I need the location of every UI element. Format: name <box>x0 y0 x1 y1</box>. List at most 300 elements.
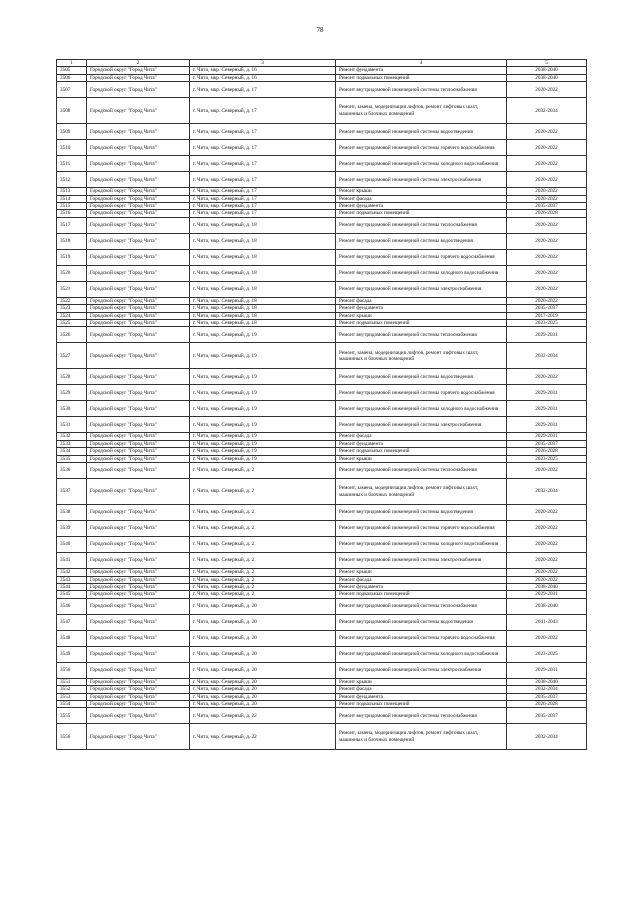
page-number: 78 <box>316 26 324 34</box>
address-cell: г. Чита, мкр. Северный, д. 19 <box>190 448 336 455</box>
municipality-cell: Городской округ "Город Чита" <box>87 479 190 505</box>
address-cell: г. Чита, мкр. Северный, д. 16 <box>190 74 336 81</box>
table-row <box>57 553 587 569</box>
work-type-cell: Ремонт внутридомовой инженерной системы теплоснабжения <box>336 708 507 724</box>
municipality-cell: Городской округ "Город Чита" <box>87 440 190 447</box>
period-cell: 2029-2031 <box>507 385 587 401</box>
row-number-cell: 3549 <box>57 646 87 662</box>
period-cell: 2029-2031 <box>507 662 587 678</box>
municipality-cell: Городской округ "Город Чита" <box>87 172 190 188</box>
period-cell: 2020-2022 <box>507 195 587 202</box>
period-cell: 2020-2022 <box>507 569 587 576</box>
period-cell: 2020-2022 <box>507 156 587 172</box>
table-row <box>57 583 587 590</box>
work-type-cell: Ремонт внутридомовой инженерной системы теплоснабжения <box>336 82 507 98</box>
municipality-cell: Городской округ "Город Чита" <box>87 401 190 417</box>
work-type-cell: Ремонт внутридомовой инженерной системы электроснабжения <box>336 281 507 297</box>
period-cell: 2020-2022 <box>507 82 587 98</box>
table-row <box>57 440 587 447</box>
address-cell: г. Чита, мкр. Северный, д. 20 <box>190 646 336 662</box>
address-cell: г. Чита, мкр. Северный, д. 2 <box>190 553 336 569</box>
row-number-cell: 3519 <box>57 249 87 265</box>
work-type-cell: Ремонт внутридомовой инженерной системы горячего водоснабжения <box>336 140 507 156</box>
municipality-cell: Городской округ "Город Чита" <box>87 210 190 217</box>
row-number-cell: 3538 <box>57 505 87 521</box>
table-row <box>57 74 587 81</box>
period-cell: 2023-2025 <box>507 455 587 462</box>
address-cell: г. Чита, мкр. Северный, д. 17 <box>190 140 336 156</box>
table-row <box>57 385 587 401</box>
municipality-cell: Городской округ "Город Чита" <box>87 700 190 707</box>
work-type-cell: Ремонт внутридомовой инженерной системы холодного водоснабжения <box>336 646 507 662</box>
work-type-cell: Ремонт, замена, модернизация лифтов, ремонт лифтовых шахт, машинных и блочных помещений <box>336 98 507 124</box>
work-type-cell: Ремонт крыши <box>336 455 507 462</box>
period-cell: 2020-2022 <box>507 172 587 188</box>
municipality-cell: Городской округ "Город Чита" <box>87 140 190 156</box>
work-type-cell: Ремонт внутридомовой инженерной системы электроснабжения <box>336 172 507 188</box>
address-cell: г. Чита, мкр. Северный, д. 18 <box>190 320 336 327</box>
address-cell: г. Чита, мкр. Северный, д. 22 <box>190 708 336 724</box>
table-body <box>57 67 587 750</box>
address-cell: г. Чита, мкр. Северный, д. 19 <box>190 401 336 417</box>
work-type-cell: Ремонт внутридомовой инженерной системы теплоснабжения <box>336 217 507 233</box>
row-number-cell: 3546 <box>57 598 87 614</box>
address-cell: г. Чита, мкр. Северный, д. 19 <box>190 369 336 385</box>
address-cell: г. Чита, мкр. Северный, д. 2 <box>190 583 336 590</box>
table-row <box>57 281 587 297</box>
address-cell: г. Чита, мкр. Северный, д. 2 <box>190 591 336 598</box>
municipality-cell: Городской округ "Город Чита" <box>87 312 190 319</box>
period-cell: 2020-2022 <box>507 553 587 569</box>
work-type-cell: Ремонт внутридомовой инженерной системы горячего водоснабжения <box>336 249 507 265</box>
municipality-cell: Городской округ "Город Чита" <box>87 678 190 685</box>
address-cell: г. Чита, мкр. Северный, д. 18 <box>190 281 336 297</box>
table-row <box>57 327 587 343</box>
municipality-cell: Городской округ "Город Чита" <box>87 646 190 662</box>
row-number-cell: 3524 <box>57 312 87 319</box>
address-cell: г. Чита, мкр. Северный, д. 2 <box>190 576 336 583</box>
municipality-cell: Городской округ "Город Чита" <box>87 217 190 233</box>
address-cell: г. Чита, мкр. Северный, д. 17 <box>190 156 336 172</box>
row-number-cell: 3511 <box>57 156 87 172</box>
work-type-cell: Ремонт внутридомовой инженерной системы холодного водоснабжения <box>336 401 507 417</box>
row-number-cell: 3522 <box>57 297 87 304</box>
work-type-cell: Ремонт внутридомовой инженерной системы водоотведения <box>336 233 507 249</box>
table-row <box>57 598 587 614</box>
row-number-cell: 3510 <box>57 140 87 156</box>
work-type-cell: Ремонт крыши <box>336 678 507 685</box>
row-number-cell: 3537 <box>57 479 87 505</box>
work-type-cell: Ремонт внутридомовой инженерной системы горячего водоснабжения <box>336 385 507 401</box>
period-cell: 2026-2028 <box>507 210 587 217</box>
table-row <box>57 98 587 124</box>
row-number-cell: 3542 <box>57 569 87 576</box>
row-number-cell: 3527 <box>57 343 87 369</box>
work-type-cell: Ремонт подвальных помещений <box>336 210 507 217</box>
period-cell: 2020-2022 <box>507 297 587 304</box>
address-cell: г. Чита, мкр. Северный, д. 19 <box>190 327 336 343</box>
row-number-cell: 3536 <box>57 463 87 479</box>
row-number-cell: 3525 <box>57 320 87 327</box>
address-cell: г. Чита, мкр. Северный, д. 19 <box>190 455 336 462</box>
table-row <box>57 708 587 724</box>
period-cell: 2032-2034 <box>507 724 587 750</box>
table-row <box>57 297 587 304</box>
table-row <box>57 195 587 202</box>
period-cell: 2023-2025 <box>507 320 587 327</box>
work-type-cell: Ремонт, замена, модернизация лифтов, ремонт лифтовых шахт, машинных и блочных помещений <box>336 343 507 369</box>
row-number-cell: 3544 <box>57 583 87 590</box>
municipality-cell: Городской округ "Город Чита" <box>87 233 190 249</box>
address-cell: г. Чита, мкр. Северный, д. 17 <box>190 188 336 195</box>
table-row <box>57 463 587 479</box>
table-row <box>57 576 587 583</box>
row-number-cell: 3508 <box>57 98 87 124</box>
work-type-cell: Ремонт, замена, модернизация лифтов, ремонт лифтовых шахт, машинных и блочных помещений <box>336 724 507 750</box>
address-cell: г. Чита, мкр. Северный, д. 18 <box>190 297 336 304</box>
row-number-cell: 3540 <box>57 537 87 553</box>
address-cell: г. Чита, мкр. Северный, д. 17 <box>190 195 336 202</box>
row-number-cell: 3552 <box>57 686 87 693</box>
municipality-cell: Городской округ "Город Чита" <box>87 598 190 614</box>
row-number-cell: 3526 <box>57 327 87 343</box>
period-cell: 2020-2022 <box>507 124 587 140</box>
work-type-cell: Ремонт внутридомовой инженерной системы горячего водоснабжения <box>336 630 507 646</box>
municipality-cell: Городской округ "Город Чита" <box>87 591 190 598</box>
column-header: 4 <box>336 60 507 67</box>
row-number-cell: 3534 <box>57 448 87 455</box>
period-cell: 2020-2022 <box>507 630 587 646</box>
address-cell: г. Чита, мкр. Северный, д. 17 <box>190 203 336 210</box>
table-row <box>57 82 587 98</box>
table-row <box>57 312 587 319</box>
municipality-cell: Городской округ "Город Чита" <box>87 583 190 590</box>
column-header: 1 <box>57 60 87 67</box>
address-cell: г. Чита, мкр. Северный, д. 17 <box>190 124 336 140</box>
row-number-cell: 3556 <box>57 724 87 750</box>
work-type-cell: Ремонт внутридомовой инженерной системы водоотведения <box>336 505 507 521</box>
address-cell: г. Чита, мкр. Северный, д. 17 <box>190 98 336 124</box>
address-cell: г. Чита, мкр. Северный, д. 20 <box>190 614 336 630</box>
table-header <box>57 60 587 67</box>
municipality-cell: Городской округ "Город Чита" <box>87 82 190 98</box>
row-number-cell: 3512 <box>57 172 87 188</box>
municipality-cell: Городской округ "Город Чита" <box>87 74 190 81</box>
address-cell: г. Чита, мкр. Северный, д. 2 <box>190 505 336 521</box>
row-number-cell: 3550 <box>57 662 87 678</box>
municipality-cell: Городской округ "Город Чита" <box>87 369 190 385</box>
table-row <box>57 217 587 233</box>
work-type-cell: Ремонт крыши <box>336 312 507 319</box>
period-cell: 2026-2028 <box>507 448 587 455</box>
municipality-cell: Городской округ "Город Чита" <box>87 327 190 343</box>
row-number-cell: 3551 <box>57 678 87 685</box>
address-cell: г. Чита, мкр. Северный, д. 20 <box>190 678 336 685</box>
period-cell: 2038-2040 <box>507 678 587 685</box>
table-row <box>57 537 587 553</box>
row-number-cell: 3520 <box>57 265 87 281</box>
address-cell: г. Чита, мкр. Северный, д. 17 <box>190 82 336 98</box>
work-type-cell: Ремонт внутридомовой инженерной системы электроснабжения <box>336 662 507 678</box>
table-row <box>57 433 587 440</box>
period-cell: 2038-2040 <box>507 598 587 614</box>
table-row <box>57 320 587 327</box>
address-cell: г. Чита, мкр. Северный, д. 20 <box>190 598 336 614</box>
period-cell: 2020-2022 <box>507 463 587 479</box>
work-type-cell: Ремонт, замена, модернизация лифтов, ремонт лифтовых шахт, машинных и блочных помещений <box>336 479 507 505</box>
work-type-cell: Ремонт внутридомовой инженерной системы холодного водоснабжения <box>336 265 507 281</box>
table-row <box>57 305 587 312</box>
period-cell: 2029-2031 <box>507 591 587 598</box>
period-cell: 2020-2022 <box>507 369 587 385</box>
work-type-cell: Ремонт крыши <box>336 188 507 195</box>
period-cell: 2035-2037 <box>507 708 587 724</box>
work-type-cell: Ремонт подвальных помещений <box>336 700 507 707</box>
table-row <box>57 693 587 700</box>
address-cell: г. Чита, мкр. Северный, д. 17 <box>190 172 336 188</box>
period-cell: 2032-2034 <box>507 343 587 369</box>
address-cell: г. Чита, мкр. Северный, д. 19 <box>190 343 336 369</box>
table-row <box>57 614 587 630</box>
table-row <box>57 505 587 521</box>
address-cell: г. Чита, мкр. Северный, д. 19 <box>190 385 336 401</box>
period-cell: 2038-2040 <box>507 74 587 81</box>
table-row <box>57 210 587 217</box>
work-type-cell: Ремонт фундамента <box>336 693 507 700</box>
municipality-cell: Городской округ "Город Чита" <box>87 281 190 297</box>
table-row <box>57 724 587 750</box>
row-number-cell: 3515 <box>57 203 87 210</box>
column-header: 5 <box>507 60 587 67</box>
table-row <box>57 188 587 195</box>
table-row <box>57 249 587 265</box>
address-cell: г. Чита, мкр. Северный, д. 18 <box>190 265 336 281</box>
period-cell: 2032-2034 <box>507 686 587 693</box>
row-number-cell: 3505 <box>57 67 87 74</box>
work-type-cell: Ремонт фундамента <box>336 440 507 447</box>
period-cell: 2035-2037 <box>507 203 587 210</box>
period-cell: 2038-2040 <box>507 583 587 590</box>
work-type-cell: Ремонт крыши <box>336 569 507 576</box>
address-cell: г. Чита, мкр. Северный, д. 18 <box>190 217 336 233</box>
table-row <box>57 172 587 188</box>
period-cell: 2020-2022 <box>507 576 587 583</box>
row-number-cell: 3513 <box>57 188 87 195</box>
address-cell: г. Чита, мкр. Северный, д. 2 <box>190 463 336 479</box>
work-type-cell: Ремонт внутридомовой инженерной системы водоотведения <box>336 614 507 630</box>
row-number-cell: 3548 <box>57 630 87 646</box>
period-cell: 2023-2025 <box>507 646 587 662</box>
work-type-cell: Ремонт внутридомовой инженерной системы холодного водоснабжения <box>336 156 507 172</box>
period-cell: 2038-2040 <box>507 67 587 74</box>
work-type-cell: Ремонт внутридомовой инженерной системы водоотведения <box>336 369 507 385</box>
municipality-cell: Городской округ "Город Чита" <box>87 553 190 569</box>
municipality-cell: Городской округ "Город Чита" <box>87 188 190 195</box>
row-number-cell: 3528 <box>57 369 87 385</box>
period-cell: 2020-2022 <box>507 537 587 553</box>
municipality-cell: Городской округ "Город Чита" <box>87 708 190 724</box>
work-type-cell: Ремонт внутридомовой инженерной системы электроснабжения <box>336 553 507 569</box>
address-cell: г. Чита, мкр. Северный, д. 20 <box>190 700 336 707</box>
row-number-cell: 3518 <box>57 233 87 249</box>
period-cell: 2020-2022 <box>507 265 587 281</box>
row-number-cell: 3506 <box>57 74 87 81</box>
table-row <box>57 630 587 646</box>
work-type-cell: Ремонт внутридомовой инженерной системы электроснабжения <box>336 417 507 433</box>
period-cell: 2035-2037 <box>507 305 587 312</box>
address-cell: г. Чита, мкр. Северный, д. 2 <box>190 521 336 537</box>
municipality-cell: Городской округ "Город Чита" <box>87 203 190 210</box>
address-cell: г. Чита, мкр. Северный, д. 20 <box>190 693 336 700</box>
address-cell: г. Чита, мкр. Северный, д. 20 <box>190 686 336 693</box>
period-cell: 2017-2019 <box>507 312 587 319</box>
municipality-cell: Городской округ "Город Чита" <box>87 521 190 537</box>
municipality-cell: Городской округ "Город Чита" <box>87 569 190 576</box>
municipality-cell: Городской округ "Город Чита" <box>87 265 190 281</box>
table-row <box>57 455 587 462</box>
table-row <box>57 343 587 369</box>
period-cell: 2020-2022 <box>507 188 587 195</box>
municipality-cell: Городской округ "Город Чита" <box>87 693 190 700</box>
period-cell: 2032-2034 <box>507 98 587 124</box>
work-type-cell: Ремонт подвальных помещений <box>336 74 507 81</box>
row-number-cell: 3521 <box>57 281 87 297</box>
municipality-cell: Городской округ "Город Чита" <box>87 433 190 440</box>
address-cell: г. Чита, мкр. Северный, д. 18 <box>190 233 336 249</box>
period-cell: 2029-2031 <box>507 433 587 440</box>
municipality-cell: Городской округ "Город Чита" <box>87 614 190 630</box>
work-type-cell: Ремонт внутридомовой инженерной системы теплоснабжения <box>336 598 507 614</box>
work-type-cell: Ремонт фасада <box>336 297 507 304</box>
work-type-cell: Ремонт внутридомовой инженерной системы теплоснабжения <box>336 463 507 479</box>
municipality-cell: Городской округ "Город Чита" <box>87 249 190 265</box>
period-cell: 2026-2028 <box>507 700 587 707</box>
work-type-cell: Ремонт подвальных помещений <box>336 320 507 327</box>
period-cell: 2020-2022 <box>507 140 587 156</box>
work-type-cell: Ремонт фасада <box>336 433 507 440</box>
work-type-cell: Ремонт внутридомовой инженерной системы водоотведения <box>336 124 507 140</box>
row-number-cell: 3529 <box>57 385 87 401</box>
table-row <box>57 265 587 281</box>
period-cell: 2020-2022 <box>507 233 587 249</box>
address-cell: г. Чита, мкр. Северный, д. 18 <box>190 249 336 265</box>
table-row <box>57 479 587 505</box>
address-cell: г. Чита, мкр. Северный, д. 20 <box>190 662 336 678</box>
municipality-cell: Городской округ "Город Чита" <box>87 305 190 312</box>
address-cell: г. Чита, мкр. Северный, д. 20 <box>190 630 336 646</box>
row-number-cell: 3541 <box>57 553 87 569</box>
period-cell: 2035-2037 <box>507 440 587 447</box>
work-type-cell: Ремонт подвальных помещений <box>336 591 507 598</box>
period-cell: 2035-2037 <box>507 693 587 700</box>
address-cell: г. Чита, мкр. Северный, д. 19 <box>190 433 336 440</box>
address-cell: г. Чита, мкр. Северный, д. 18 <box>190 305 336 312</box>
table-row <box>57 203 587 210</box>
work-type-cell: Ремонт фасада <box>336 576 507 583</box>
municipality-cell: Городской округ "Город Чита" <box>87 417 190 433</box>
municipality-cell: Городской округ "Город Чита" <box>87 297 190 304</box>
address-cell: г. Чита, мкр. Северный, д. 18 <box>190 312 336 319</box>
municipality-cell: Городской округ "Город Чита" <box>87 630 190 646</box>
row-number-cell: 3532 <box>57 433 87 440</box>
work-type-cell: Ремонт фундамента <box>336 305 507 312</box>
table-row <box>57 662 587 678</box>
row-number-cell: 3509 <box>57 124 87 140</box>
table-row <box>57 233 587 249</box>
table-row <box>57 417 587 433</box>
table-row <box>57 686 587 693</box>
row-number-cell: 3517 <box>57 217 87 233</box>
municipality-cell: Городской округ "Город Чита" <box>87 343 190 369</box>
row-number-cell: 3539 <box>57 521 87 537</box>
table-row <box>57 124 587 140</box>
row-number-cell: 3535 <box>57 455 87 462</box>
period-cell: 2029-2031 <box>507 401 587 417</box>
row-number-cell: 3543 <box>57 576 87 583</box>
period-cell: 2020-2022 <box>507 521 587 537</box>
municipality-cell: Городской округ "Город Чита" <box>87 505 190 521</box>
municipality-cell: Городской округ "Город Чита" <box>87 455 190 462</box>
municipality-cell: Городской округ "Город Чита" <box>87 98 190 124</box>
period-cell: 2029-2031 <box>507 327 587 343</box>
address-cell: г. Чита, мкр. Северный, д. 2 <box>190 537 336 553</box>
work-type-cell: Ремонт фундамента <box>336 583 507 590</box>
row-number-cell: 3555 <box>57 708 87 724</box>
row-number-cell: 3547 <box>57 614 87 630</box>
row-number-cell: 3553 <box>57 693 87 700</box>
work-type-cell: Ремонт внутридомовой инженерной системы горячего водоснабжения <box>336 521 507 537</box>
address-cell: г. Чита, мкр. Северный, д. 16 <box>190 67 336 74</box>
work-type-cell: Ремонт внутридомовой инженерной системы холодного водоснабжения <box>336 537 507 553</box>
municipality-cell: Городской округ "Город Чита" <box>87 724 190 750</box>
municipality-cell: Городской округ "Город Чита" <box>87 320 190 327</box>
address-cell: г. Чита, мкр. Северный, д. 22 <box>190 724 336 750</box>
table-row <box>57 369 587 385</box>
municipality-cell: Городской округ "Город Чита" <box>87 686 190 693</box>
municipality-cell: Городской округ "Город Чита" <box>87 448 190 455</box>
table-row <box>57 678 587 685</box>
register-table <box>56 59 587 750</box>
municipality-cell: Городской округ "Город Чита" <box>87 537 190 553</box>
row-number-cell: 3514 <box>57 195 87 202</box>
work-type-cell: Ремонт подвальных помещений <box>336 448 507 455</box>
row-number-cell: 3554 <box>57 700 87 707</box>
work-type-cell: Ремонт фундамента <box>336 67 507 74</box>
municipality-cell: Городской округ "Город Чита" <box>87 156 190 172</box>
row-number-cell: 3545 <box>57 591 87 598</box>
municipality-cell: Городской округ "Город Чита" <box>87 662 190 678</box>
municipality-cell: Городской округ "Город Чита" <box>87 385 190 401</box>
table-row <box>57 521 587 537</box>
municipality-cell: Городской округ "Город Чита" <box>87 124 190 140</box>
work-type-cell: Ремонт фасада <box>336 686 507 693</box>
table-row <box>57 401 587 417</box>
row-number-cell: 3530 <box>57 401 87 417</box>
work-type-cell: Ремонт внутридомовой инженерной системы теплоснабжения <box>336 327 507 343</box>
table-row <box>57 448 587 455</box>
period-cell: 2020-2022 <box>507 281 587 297</box>
table-row <box>57 591 587 598</box>
column-header: 2 <box>87 60 190 67</box>
work-type-cell: Ремонт фундамента <box>336 203 507 210</box>
municipality-cell: Городской округ "Город Чита" <box>87 67 190 74</box>
address-cell: г. Чита, мкр. Северный, д. 2 <box>190 569 336 576</box>
table-row <box>57 140 587 156</box>
address-cell: г. Чита, мкр. Северный, д. 17 <box>190 210 336 217</box>
row-number-cell: 3533 <box>57 440 87 447</box>
municipality-cell: Городской округ "Город Чита" <box>87 576 190 583</box>
row-number-cell: 3523 <box>57 305 87 312</box>
